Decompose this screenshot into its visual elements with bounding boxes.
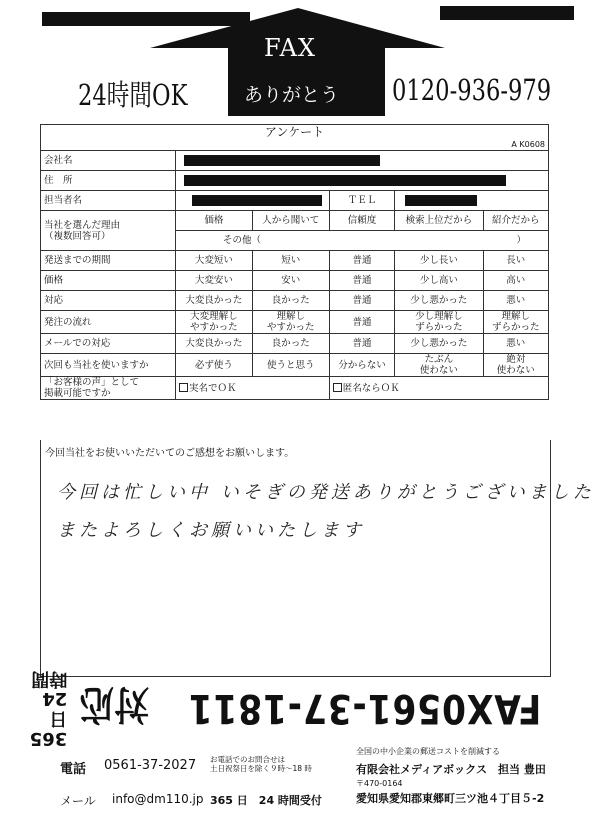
hours-ok-text: 24時間OK: [78, 78, 188, 112]
days-text: 365日: [29, 708, 68, 749]
freedial-number: 0120-936-979: [392, 73, 552, 107]
reason-option[interactable]: 人から聞いて: [252, 211, 329, 231]
company-label: 会社名: [41, 151, 176, 171]
rating-option[interactable]: 普通: [329, 251, 394, 271]
rating-row: [41, 311, 549, 334]
rating-option[interactable]: 理解し ずらかった: [483, 311, 549, 334]
address-label: 住 所: [41, 171, 176, 191]
rating-row-label: 次回も当社を使いますか: [41, 354, 176, 377]
tel-label: ＴＥＬ: [329, 191, 394, 211]
reason-option[interactable]: 検索上位だから: [395, 211, 483, 231]
company-address: 愛知県愛知郡東郷町三ツ池４丁目５-2: [356, 792, 545, 805]
comment-box[interactable]: [40, 440, 595, 677]
rating-option[interactable]: 使うと思う: [252, 354, 329, 377]
rating-option[interactable]: 大変短い: [176, 251, 253, 271]
rating-option[interactable]: 理解し やすかった: [252, 311, 329, 334]
voice-real-option[interactable]: 実名でＯＫ: [176, 377, 330, 400]
rating-option[interactable]: 絶対 使わない: [483, 354, 549, 377]
reason-other-field[interactable]: その他（ ）: [176, 231, 549, 251]
comment-handwritten-line: 今回は忙しい中 いそぎの発送ありがとうございました: [57, 482, 595, 503]
survey-title: アンケート: [41, 125, 549, 140]
rating-row: [41, 271, 549, 291]
rating-option[interactable]: 少し悪かった: [395, 334, 483, 354]
address-field: [176, 171, 549, 191]
tel-label: 電話: [60, 762, 87, 777]
rating-option[interactable]: たぶん 使わない: [395, 354, 483, 377]
fax-title: FAX: [264, 34, 316, 62]
rating-option[interactable]: 少し理解し ずらかった: [395, 311, 483, 334]
tel-number: 0561-37-2027: [104, 758, 197, 773]
tel-note: お電話でのお問合せは 土日祝祭日を除く９時〜18 時: [210, 755, 312, 773]
rating-row: [41, 334, 549, 354]
rating-option[interactable]: 普通: [329, 334, 394, 354]
checkbox-icon[interactable]: [179, 383, 188, 392]
reason-option[interactable]: 信頼度: [329, 211, 394, 231]
reason-option[interactable]: 価格: [176, 211, 253, 231]
rating-row: [41, 354, 549, 377]
rating-option[interactable]: 良かった: [252, 334, 329, 354]
fax-number-big: FAX0561-37-1811: [188, 685, 542, 731]
voice-anon-option[interactable]: 匿名ならＯＫ: [329, 377, 548, 400]
fax-banner-rotated: [29, 668, 560, 749]
rating-row-label: 対応: [41, 291, 176, 311]
rating-option[interactable]: 大変安い: [176, 271, 253, 291]
voice-label: 「お客様の声」として 掲載可能ですか: [41, 377, 176, 400]
company-field: [176, 151, 549, 171]
rating-option[interactable]: 大変理解し やすかった: [176, 311, 253, 334]
tagline: 全国の中小企業の郵送コストを削減する: [356, 747, 500, 756]
rating-option[interactable]: 長い: [483, 251, 549, 271]
comment-handwritten-line: またよろしくお願いいたします: [57, 520, 365, 541]
comment-prompt: 今回当社をお使いいただいてのご感想をお願いします。: [45, 448, 295, 459]
survey-code: A K0608: [41, 139, 549, 151]
reason-label: 当社を選んだ理由 （複数回答可）: [41, 211, 176, 251]
rating-option[interactable]: 少し悪かった: [395, 291, 483, 311]
company-name: 有限会社メディアボックス 担当 豊田: [356, 763, 546, 776]
rating-option[interactable]: 普通: [329, 311, 394, 334]
rating-option[interactable]: 普通: [329, 291, 394, 311]
tel-field: [395, 191, 549, 211]
rating-option[interactable]: 分からない: [329, 354, 394, 377]
rating-option[interactable]: 安い: [252, 271, 329, 291]
rating-option[interactable]: 高い: [483, 271, 549, 291]
reason-option[interactable]: 紹介だから: [483, 211, 549, 231]
postal-code: 〒470-0164: [356, 779, 403, 788]
mail-label: メール: [60, 794, 96, 808]
person-label: 担当者名: [41, 191, 176, 211]
rating-option[interactable]: 短い: [252, 251, 329, 271]
rating-option[interactable]: 悪い: [483, 291, 549, 311]
rating-option[interactable]: 少し長い: [395, 251, 483, 271]
rating-row: [41, 251, 549, 271]
rating-option[interactable]: 普通: [329, 271, 394, 291]
rating-row-label: 発送までの期間: [41, 251, 176, 271]
rating-option[interactable]: 少し高い: [395, 271, 483, 291]
mail-address: info@dm110.jp: [112, 792, 204, 806]
rating-option[interactable]: 悪い: [483, 334, 549, 354]
rating-option[interactable]: 大変良かった: [176, 334, 253, 354]
survey-table: [40, 124, 549, 400]
rating-option[interactable]: 大変良かった: [176, 291, 253, 311]
mail-note: 365 日 24 時間受付: [210, 794, 322, 807]
rating-row-label: メールでの対応: [41, 334, 176, 354]
thanks-text: ありがとう: [244, 84, 340, 106]
rating-option[interactable]: 必ず使う: [176, 354, 253, 377]
rating-option[interactable]: 良かった: [252, 291, 329, 311]
rating-row-label: 価格: [41, 271, 176, 291]
rating-row: [41, 291, 549, 311]
checkbox-icon[interactable]: [333, 383, 342, 392]
rating-row-label: 発注の流れ: [41, 311, 176, 334]
taiou-text: 対応: [78, 681, 150, 728]
hours24-text: 24時間: [31, 668, 68, 709]
person-field: [176, 191, 330, 211]
